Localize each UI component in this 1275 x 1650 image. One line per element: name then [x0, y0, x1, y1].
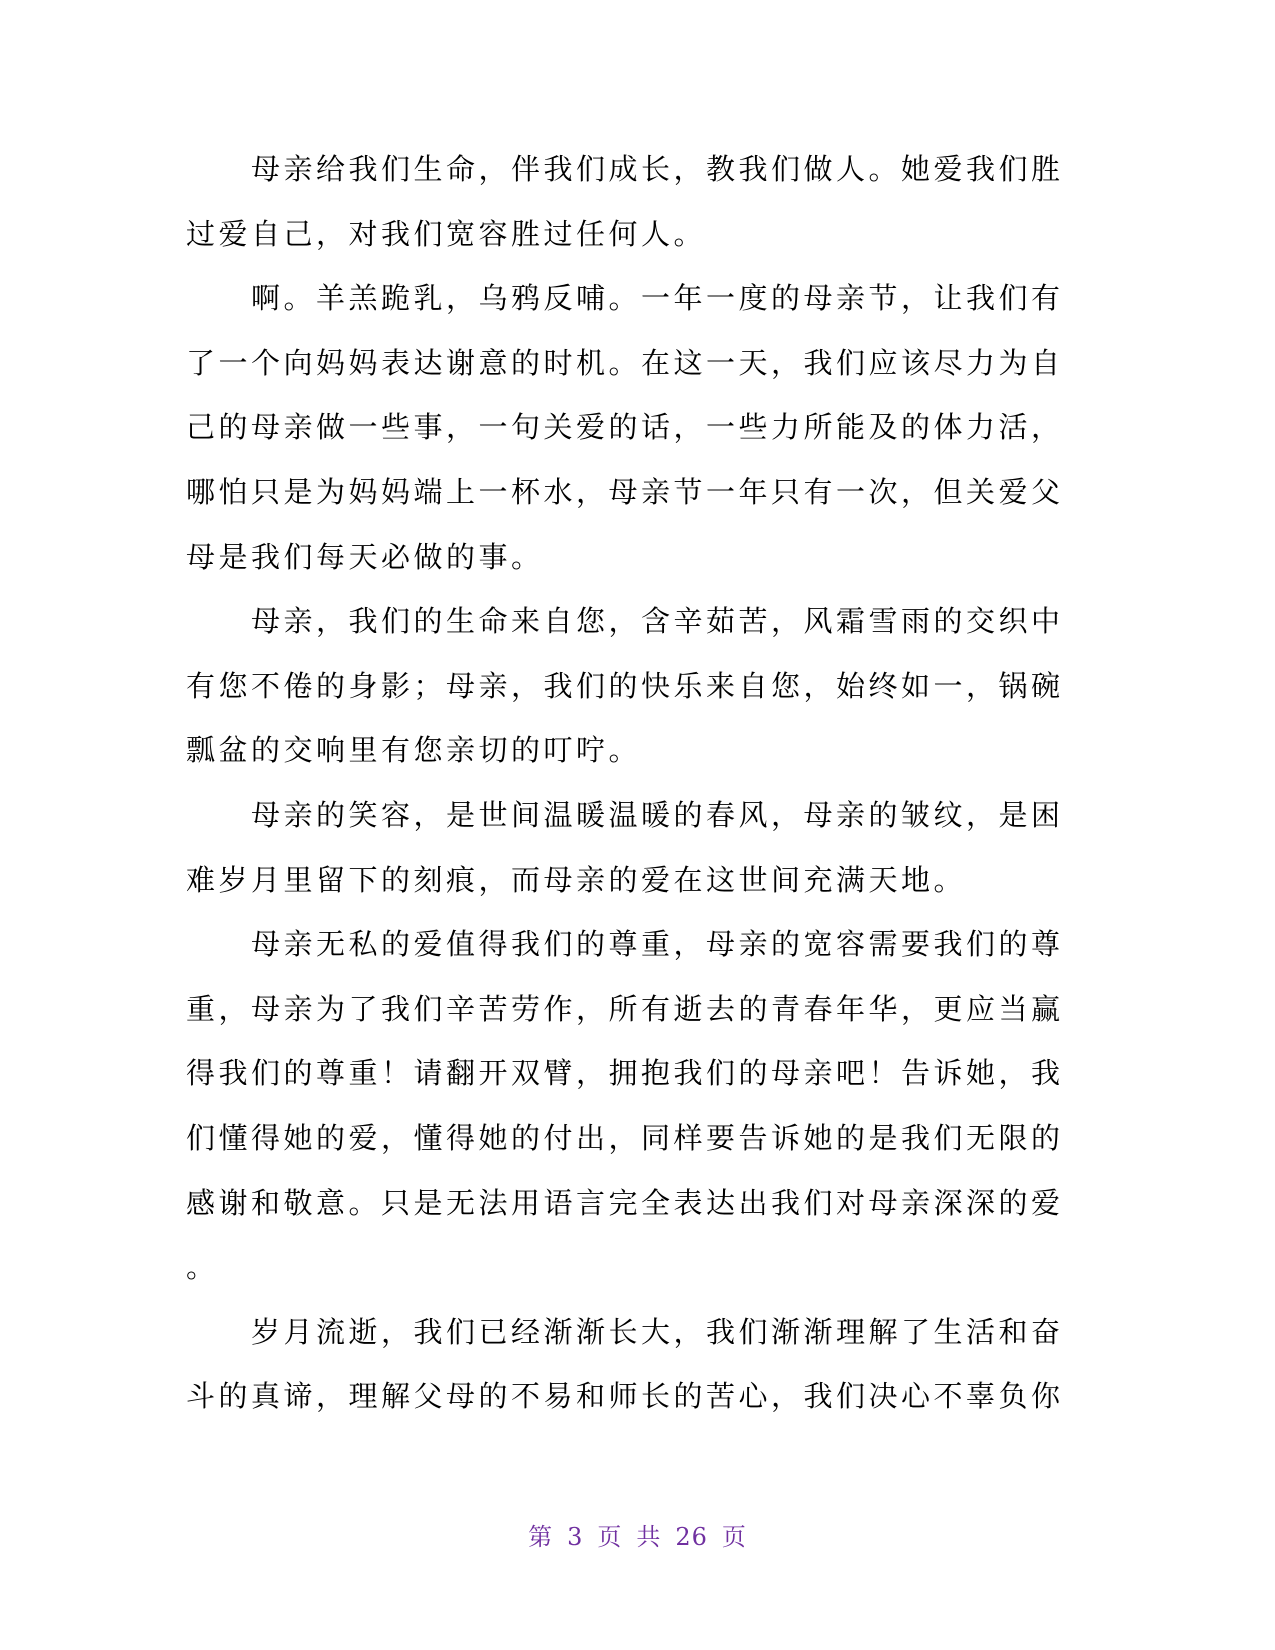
paragraph-line: 啊。羊羔跪乳，乌鸦反哺。一年一度的母亲节，让我们有 [251, 281, 1064, 316]
paragraph-line: 感谢和敬意。只是无法用语言完全表达出我们对母亲深深的爱 [186, 1185, 1064, 1220]
total-unit: 页 [721, 1523, 747, 1551]
page-footer [0, 1522, 1275, 1552]
paragraph-line: 了一个向妈妈表达谢意的时机。在这一天，我们应该尽力为自 [186, 345, 1064, 380]
total-label: 共 [636, 1523, 662, 1551]
paragraph-line: 己的母亲做一些事，一句关爱的话，一些力所能及的体力活， [186, 410, 1064, 445]
total-pages: 26 [675, 1523, 708, 1551]
paragraph-line: 们懂得她的爱，懂得她的付出，同样要告诉她的是我们无限的 [186, 1120, 1064, 1155]
page-unit: 页 [597, 1523, 623, 1551]
paragraph-line: 母亲给我们生命，伴我们成长，教我们做人。她爱我们胜 [251, 152, 1064, 186]
paragraph-line: 母亲无私的爱值得我们的尊重，母亲的宽容需要我们的尊 [251, 927, 1064, 962]
page-number: 3 [567, 1523, 584, 1551]
paragraph-line: 母亲的笑容，是世间温暖温暖的春风，母亲的皱纹，是困 [251, 797, 1064, 832]
page-label: 第 [528, 1523, 554, 1551]
paragraph-line: 有您不倦的身影；母亲，我们的快乐来自您，始终如一，锅碗 [186, 668, 1064, 703]
paragraph-line: 母是我们每天必做的事。 [186, 539, 544, 574]
paragraph-line: 过爱自己，对我们宽容胜过任何人。 [186, 216, 707, 251]
paragraph-line: 难岁月里留下的刻痕，而母亲的爱在这世间充满天地。 [186, 862, 967, 897]
paragraph-line: 哪怕只是为妈妈端上一杯水，母亲节一年只有一次，但关爱父 [186, 474, 1064, 509]
paragraph-line: 瓢盆的交响里有您亲切的叮咛。 [186, 733, 642, 768]
paragraph-line: 岁月流逝，我们已经渐渐长大，我们渐渐理解了生活和奋 [251, 1314, 1064, 1349]
paragraph-line: 得我们的尊重！请翻开双臂，拥抱我们的母亲吧！告诉她，我 [186, 1056, 1064, 1091]
body-text [186, 137, 1086, 1429]
paragraph-line: 重，母亲为了我们辛苦劳作，所有逝去的青春年华，更应当赢 [186, 991, 1064, 1026]
paragraph-line: 。 [186, 1250, 219, 1285]
paragraph-line: 斗的真谛，理解父母的不易和师长的苦心，我们决心不辜负你 [186, 1379, 1064, 1414]
paragraph-line: 母亲，我们的生命来自您，含辛茹苦，风霜雪雨的交织中 [251, 604, 1064, 639]
